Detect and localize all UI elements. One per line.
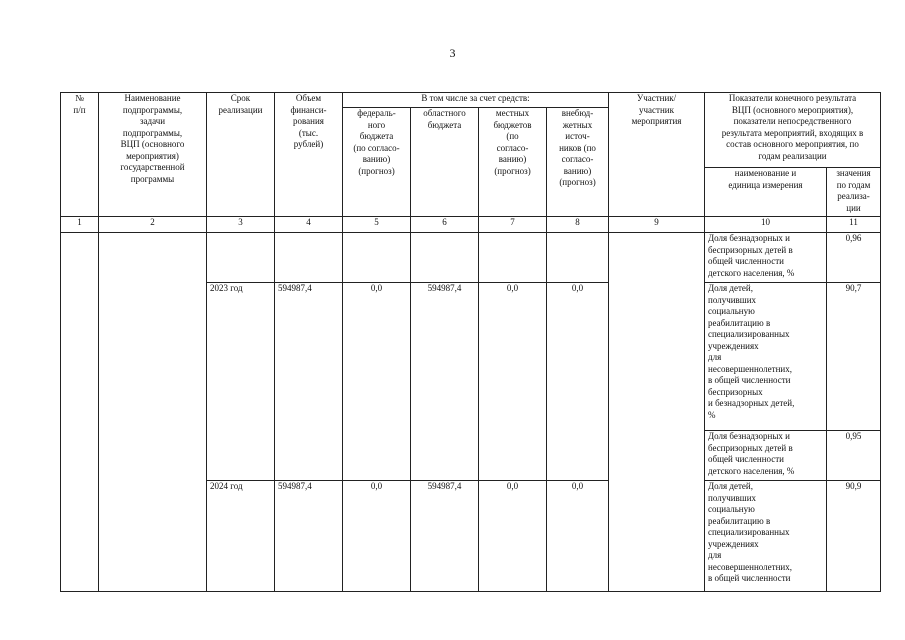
table-row xyxy=(61,233,881,283)
indicator-value: 90,9 xyxy=(827,481,881,592)
federal-cell xyxy=(343,233,411,283)
header-subprogram-name: Наименование подпрограммы, задачи подпрограммы, ВЦП (основного мероприятия) государственной программы xyxy=(99,93,207,217)
header-regional: областного бюджета xyxy=(411,108,479,217)
indicator-value: 0,95 xyxy=(827,431,881,481)
indicator-name: Доля безнадзорных и беспризорных детей в общей численности детского населения, % xyxy=(705,431,827,481)
column-number: 2 xyxy=(99,217,207,233)
column-number: 1 xyxy=(61,217,99,233)
header-number: № п/п xyxy=(61,93,99,217)
header-federal: федераль- ного бюджета (по согласо- ванию) (прогноз) xyxy=(343,108,411,217)
local-cell: 0,0 xyxy=(479,283,547,481)
year-cell: 2024 год xyxy=(207,481,275,592)
program-table xyxy=(60,92,881,592)
column-numbers-row xyxy=(61,217,881,233)
extrabudget-cell: 0,0 xyxy=(547,481,609,592)
column-number: 7 xyxy=(479,217,547,233)
volume-cell: 594987,4 xyxy=(275,283,343,481)
column-number: 5 xyxy=(343,217,411,233)
number-cell xyxy=(61,233,99,592)
header-indicators-group: Показатели конечного результата ВЦП (основного мероприятия), показатели непосредственного результата мероприятий, входящих в состав основного мероприятия, по годам реализации xyxy=(705,93,881,168)
indicator-value: 0,96 xyxy=(827,233,881,283)
column-number: 8 xyxy=(547,217,609,233)
regional-cell: 594987,4 xyxy=(411,283,479,481)
regional-cell: 594987,4 xyxy=(411,481,479,592)
volume-cell: 594987,4 xyxy=(275,481,343,592)
page-number: 3 xyxy=(449,46,456,60)
extrabudget-cell: 0,0 xyxy=(547,283,609,481)
local-cell xyxy=(479,233,547,283)
column-number: 6 xyxy=(411,217,479,233)
header-participant: Участник/ участник мероприятия xyxy=(609,93,705,217)
year-cell xyxy=(207,233,275,283)
participant-cell xyxy=(609,233,705,592)
column-number: 11 xyxy=(827,217,881,233)
indicator-value: 90,7 xyxy=(827,283,881,431)
header-sources-group: В том числе за счет средств: xyxy=(343,93,609,108)
header-term: Срок реализации xyxy=(207,93,275,217)
column-number: 4 xyxy=(275,217,343,233)
federal-cell: 0,0 xyxy=(343,283,411,481)
indicator-name: Доля детей, получивших социальную реабилитацию в специализированных учреждениях для несовершеннолетних, в общей численности xyxy=(705,481,827,592)
subprogram-name-cell xyxy=(99,233,207,592)
header-indicator-values: значения по годам реализа- ции xyxy=(827,168,881,217)
header-local: местных бюджетов (по согласо- ванию) (прогноз) xyxy=(479,108,547,217)
regional-cell xyxy=(411,233,479,283)
column-number: 3 xyxy=(207,217,275,233)
federal-cell: 0,0 xyxy=(343,481,411,592)
year-cell: 2023 год xyxy=(207,283,275,481)
column-number: 9 xyxy=(609,217,705,233)
volume-cell xyxy=(275,233,343,283)
header-volume: Объем финанси- рования (тыс. рублей) xyxy=(275,93,343,217)
local-cell: 0,0 xyxy=(479,481,547,592)
header-indicator-name: наименование и единица измерения xyxy=(705,168,827,217)
extrabudget-cell xyxy=(547,233,609,283)
column-number: 10 xyxy=(705,217,827,233)
header-extrabudget: внебюд- жетных источ- ников (по согласо- ванию) (прогноз) xyxy=(547,108,609,217)
indicator-name: Доля детей, получивших социальную реабилитацию в специализированных учреждениях для несовершеннолетних, в общей численности беспризорных и безнадзорных детей, % xyxy=(705,283,827,431)
indicator-name: Доля безнадзорных и беспризорных детей в общей численности детского населения, % xyxy=(705,233,827,283)
